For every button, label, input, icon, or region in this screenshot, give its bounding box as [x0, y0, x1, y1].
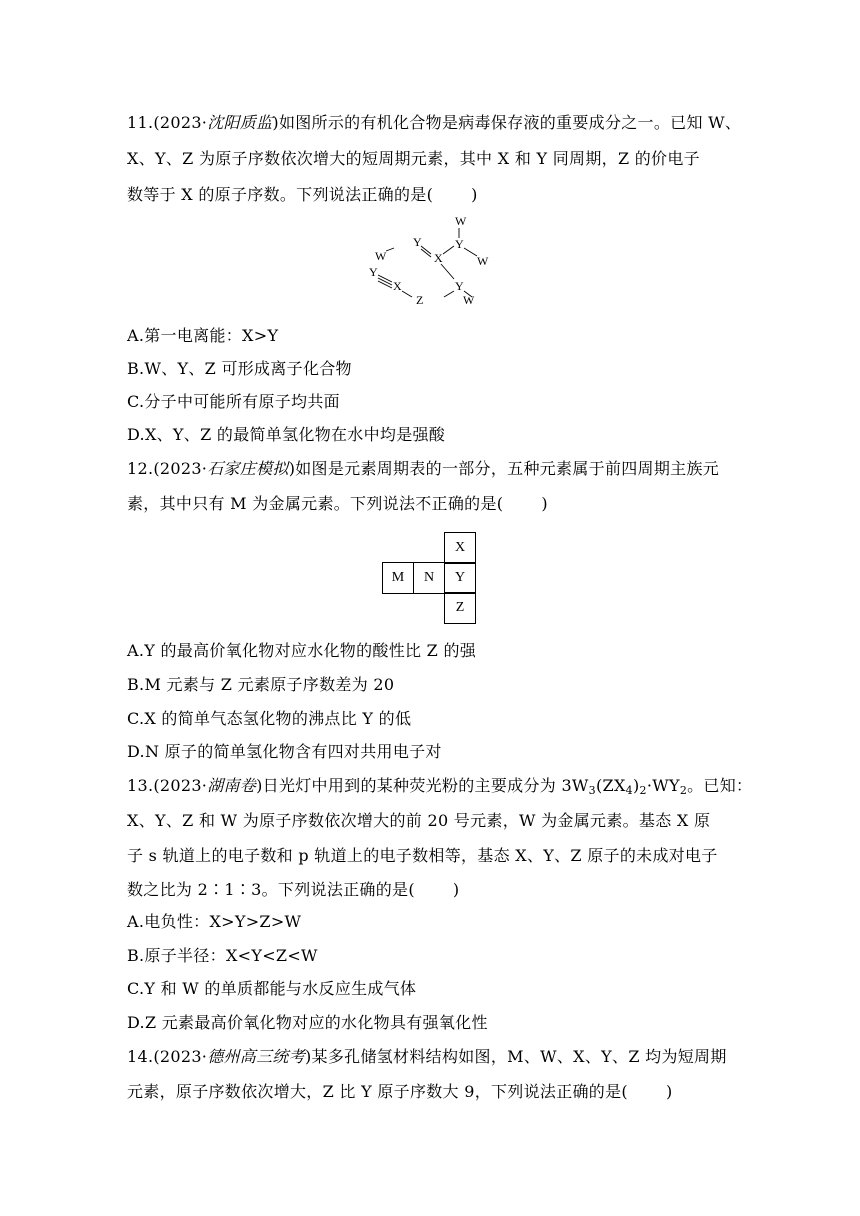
q11-molecule-structure — [360, 208, 500, 310]
q12-source: 石家庄模拟 — [207, 459, 289, 478]
q12-line-1: 12.(2023·石家庄模拟)如图是元素周期表的一部分，五种元素属于前四周期主族元 — [127, 459, 720, 478]
atom-x-center: X — [434, 251, 443, 265]
atom-w-bottom: W — [463, 293, 475, 307]
q13-option-a: A.电负性：X>Y>Z>W — [127, 912, 302, 931]
q11-option-c: C.分子中可能所有原子均共面 — [127, 392, 340, 411]
q12-option-b: B.M 元素与 Z 元素原子序数差为 20 — [127, 675, 395, 694]
q13-option-b: B.原子半径：X<Y<Z<W — [127, 946, 318, 965]
q13-line-1: 13.(2023·湖南卷)日光灯中用到的某种荧光粉的主要成分为 $3W_3(ZX_4)_2\cdot WY_2$。已知： — [127, 776, 753, 797]
q11-option-a: A.第一电离能：X>Y — [127, 326, 279, 345]
q13-option-d: D.Z 元素最高价氧化物对应的水化物具有强氧化性 — [127, 1013, 488, 1032]
atom-w-top: W — [455, 214, 467, 228]
cell-y: Y — [445, 563, 476, 594]
q14-line-1: 14.(2023·德州高三统考)某多孔储氢材料结构如图，M、W、X、Y、Z 均为短周期 — [127, 1047, 727, 1066]
atom-z: Z — [416, 293, 424, 307]
q13-option-c: C.Y 和 W 的单质都能与水反应生成气体 — [127, 979, 417, 998]
q11-option-d: D.X、Y、Z 的最简单氢化物在水中均是强酸 — [127, 425, 446, 444]
q11-option-b: B.W、Y、Z 可形成离子化合物 — [127, 359, 352, 378]
atom-w-right: W — [477, 254, 489, 268]
atom-y-top: Y — [455, 237, 464, 251]
atom-y-bottom: Y — [455, 279, 464, 293]
q13-line-2: X、Y、Z 和 W 为原子序数依次增大的前 20 号元素，W 为金属元素。基态 X 原 — [127, 811, 711, 830]
cell-m: M — [383, 563, 414, 594]
q12-line-2: 素，其中只有 M 为金属元素。下列说法不正确的是( ) — [127, 494, 548, 513]
q11-source: 沈阳质监 — [207, 113, 273, 132]
atom-y-triple: Y — [369, 265, 378, 279]
q13-line-3: 子 s 轨道上的电子数和 p 轨道上的电子数相等，基态 X、Y、Z 原子的未成对电子 — [127, 846, 718, 865]
q12-option-a: A.Y 的最高价氧化物对应水化物的酸性比 Z 的强 — [127, 641, 477, 660]
cell-z: Z — [445, 593, 476, 624]
cell-x: X — [445, 533, 476, 564]
q12-table-col-bottom — [444, 592, 476, 624]
q14-source: 德州高三统考 — [207, 1047, 306, 1066]
q12-option-c: C.X 的简单气态氢化物的沸点比 Y 的低 — [127, 709, 412, 728]
q14-line-2: 元素，原子序数依次增大，Z 比 Y 原子序数大 9，下列说法正确的是( ) — [127, 1082, 673, 1101]
q12-table-col-top — [444, 532, 476, 564]
q11-line-3: 数等于 X 的原子序数。下列说法正确的是( ) — [127, 185, 478, 204]
q11-line-1: 11.(2023·沈阳质监)如图所示的有机化合物是病毒保存液的重要成分之一。已知 W、 — [127, 113, 742, 132]
atom-y-double: Y — [413, 235, 422, 249]
atom-w-left: W — [375, 249, 387, 263]
q11-line-2: X、Y、Z 为原子序数依次增大的短周期元素，其中 X 和 Y 同周期，Z 的价电子 — [127, 149, 700, 168]
q13-source: 湖南卷 — [207, 776, 257, 795]
q13-line-4: 数之比为 2∶1∶3。下列说法正确的是( ) — [127, 880, 460, 899]
q12-table-row — [382, 562, 476, 594]
atom-x-left: X — [393, 279, 402, 293]
cell-n: N — [414, 563, 445, 594]
q12-option-d: D.N 原子的简单氢化物含有四对共用电子对 — [127, 742, 442, 761]
